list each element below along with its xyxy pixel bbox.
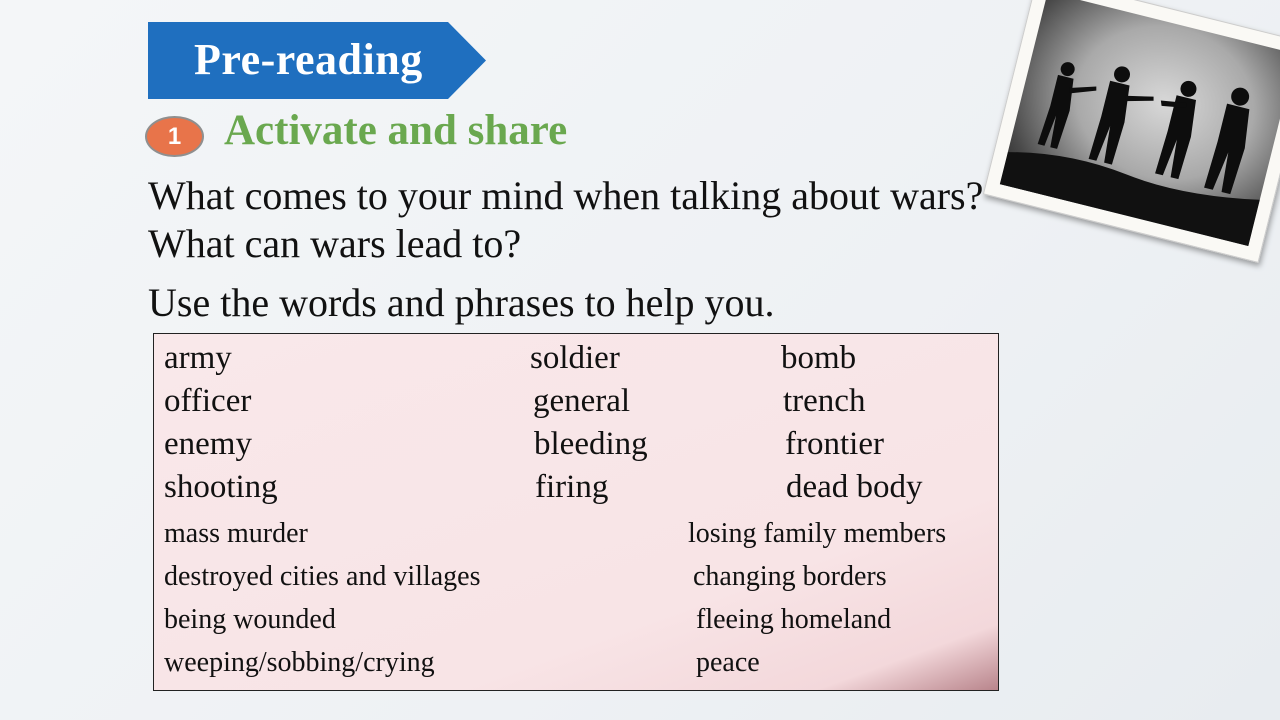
word-item: officer — [164, 383, 252, 419]
phrase-item: weeping/sobbing/crying — [164, 647, 435, 678]
word-item: bomb — [781, 340, 857, 376]
section-number-badge: 1 — [145, 116, 204, 157]
word-item: dead body — [786, 469, 923, 505]
word-item: bleeding — [534, 426, 648, 462]
soldiers-photo — [983, 0, 1280, 263]
pre-reading-banner — [148, 22, 486, 99]
phrase-item: fleeing homeland — [696, 604, 892, 635]
instruction-text: Use the words and phrases to help you. — [148, 280, 775, 325]
word-item: soldier — [530, 340, 620, 376]
word-item: trench — [783, 383, 866, 419]
phrase-item: peace — [696, 647, 760, 678]
word-item: enemy — [164, 426, 252, 462]
phrase-item: being wounded — [164, 604, 336, 635]
phrase-item: losing family members — [688, 518, 947, 549]
word-item: shooting — [164, 469, 278, 505]
section-title: Activate and share — [224, 107, 568, 154]
question-1: What comes to your mind when talking about wars? — [148, 173, 984, 218]
phrase-item: destroyed cities and villages — [164, 561, 481, 592]
word-item: general — [533, 383, 631, 419]
word-bank-box — [153, 333, 999, 691]
banner-label: Pre-reading — [194, 35, 423, 84]
phrase-item: changing borders — [693, 561, 887, 592]
phrase-item: mass murder — [164, 518, 308, 549]
soldiers-silhouette-icon — [1000, 0, 1280, 246]
word-item: army — [164, 340, 232, 376]
word-item: frontier — [785, 426, 884, 462]
question-2: What can wars lead to? — [148, 221, 522, 266]
word-item: firing — [535, 469, 609, 505]
